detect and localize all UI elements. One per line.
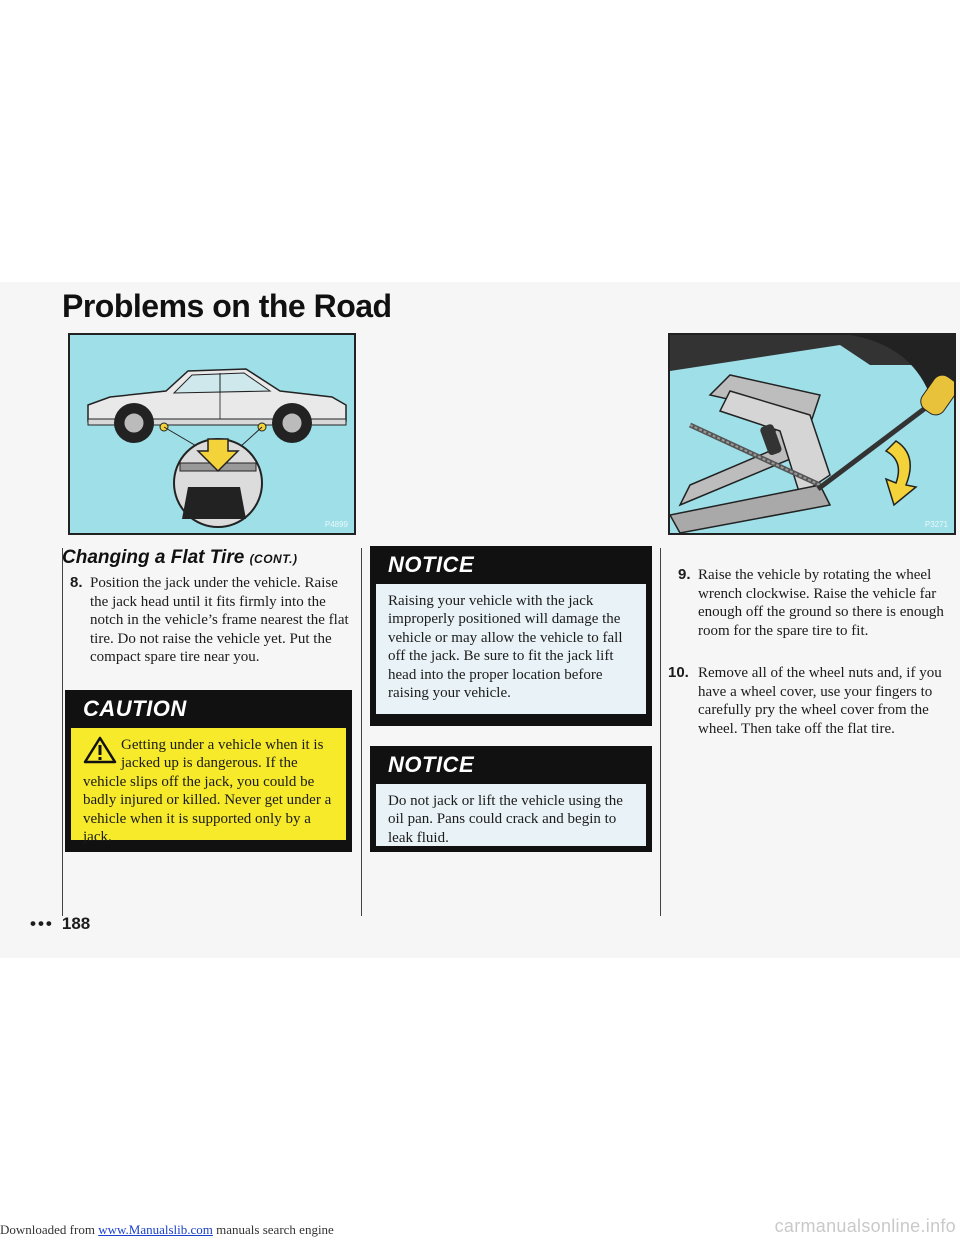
notice-box-1 bbox=[370, 546, 652, 726]
download-footer bbox=[0, 1222, 334, 1238]
caution-body bbox=[71, 728, 346, 846]
footer-prefix: Downloaded from bbox=[0, 1222, 95, 1237]
jack-illustration-svg bbox=[670, 335, 954, 533]
manualslib-link[interactable]: www.Manualslib.com bbox=[98, 1222, 213, 1237]
page-number bbox=[30, 914, 90, 934]
page-number-dots: ••• bbox=[30, 914, 54, 933]
notice-2-heading: NOTICE bbox=[388, 752, 475, 777]
step-text: Remove all of the wheel nuts and, if you have a wheel cover, use your fingers to carefully pry the wheel cover from the wheel. Then take off the flat tire. bbox=[698, 665, 942, 737]
car-illustration-svg bbox=[70, 335, 354, 533]
notice-2-body bbox=[376, 784, 646, 846]
step-10 bbox=[668, 664, 954, 738]
column-rule-middle bbox=[361, 548, 362, 916]
step-text: Raise the vehicle by rotating the wheel wrench clockwise. Raise the vehicle far enough off the ground so there is enough room for the spare tire to fit. bbox=[698, 567, 944, 639]
column-rule-right bbox=[660, 548, 661, 916]
section-title-cont: (CONT.) bbox=[249, 552, 298, 566]
caution-box bbox=[65, 690, 352, 852]
caution-heading: CAUTION bbox=[83, 696, 187, 721]
page-number-value: 188 bbox=[61, 914, 91, 933]
notice-2-text: Do not jack or lift the vehicle using the oil pan. Pans could crack and begin to leak fluid. bbox=[388, 793, 623, 846]
warning-triangle-icon bbox=[83, 736, 117, 764]
step-text: Position the jack under the vehicle. Raise the jack head until it fits firmly into the notch in the vehicle’s frame nearest the flat tire. Do not raise the vehicle yet. Put the compact spare tire near you. bbox=[90, 575, 349, 666]
section-title bbox=[62, 547, 298, 569]
notice-box-2 bbox=[370, 746, 652, 852]
caution-text: Getting under a vehicle when it is jacked up is dangerous. If the vehicle slips off the jack, you could be badly injured or killed. Never get under a vehicle when it is supported only by a jack. bbox=[83, 737, 332, 846]
notice-1-text: Raising your vehicle with the jack improperly positioned will damage the vehicle or may allow the vehicle to fall off the jack. Be sure to fit the jack lift head into the proper location before raising your vehicle. bbox=[388, 593, 623, 702]
step-number: 9. bbox=[678, 566, 691, 583]
car-figure-code: P4899 bbox=[324, 520, 348, 529]
car-jack-point-illustration bbox=[68, 333, 356, 535]
step-8 bbox=[70, 574, 354, 667]
section-title-text: Changing a Flat Tire bbox=[62, 547, 245, 568]
jack-wrench-illustration bbox=[668, 333, 956, 535]
site-watermark: carmanualsonline.info bbox=[774, 1216, 956, 1236]
column-rule-left bbox=[62, 548, 63, 916]
notice-1-body bbox=[376, 584, 646, 714]
step-number: 8. bbox=[70, 574, 83, 591]
step-9 bbox=[678, 566, 954, 640]
step-number: 10. bbox=[668, 664, 689, 681]
footer-suffix: manuals search engine bbox=[216, 1222, 334, 1237]
notice-1-heading: NOTICE bbox=[388, 552, 475, 577]
page-title: Problems on the Road bbox=[62, 288, 392, 324]
jack-figure-code: P3271 bbox=[924, 520, 948, 529]
